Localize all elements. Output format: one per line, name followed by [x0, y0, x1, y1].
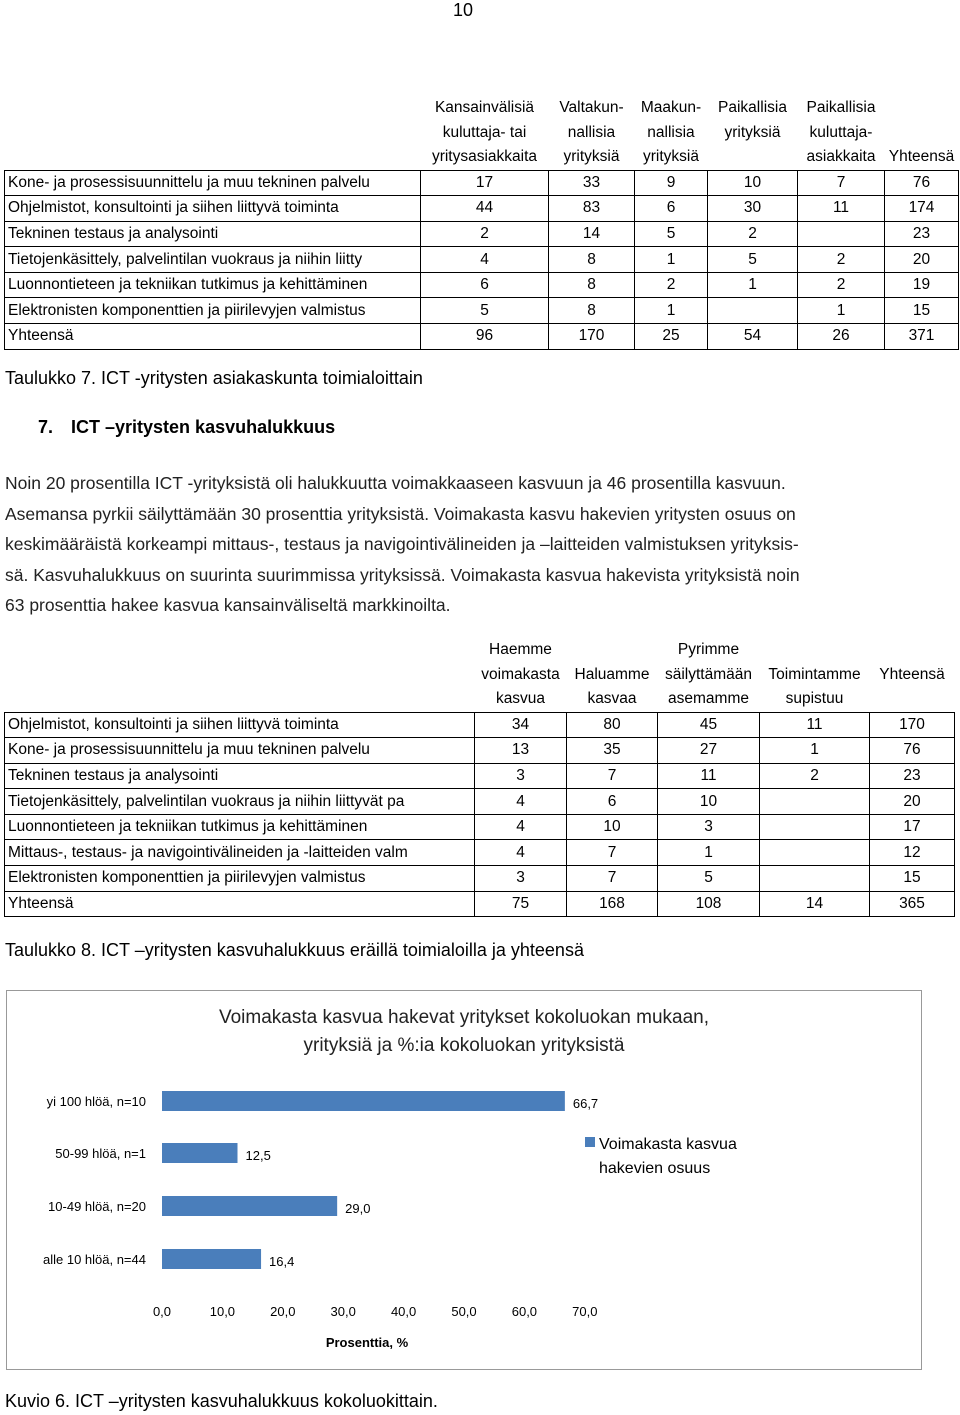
column-header-line: Maakun-: [640, 99, 702, 116]
row-label: Luonnontieteen ja tekniikan tutkimus ja kehittäminen: [5, 272, 421, 298]
column-header-line: Pyrimme: [677, 641, 740, 658]
table-cell: 23: [870, 763, 955, 789]
table-cell: 10: [708, 170, 798, 196]
column-header-line: yritysasiakkaita: [431, 148, 538, 165]
data-label: 16,4: [269, 1254, 295, 1269]
bar: [162, 1091, 565, 1111]
row-label: Luonnontieteen ja tekniikan tutkimus ja kehittäminen: [5, 814, 475, 840]
column-header-line: Toimintamme: [768, 665, 861, 683]
data-label: 66,7: [572, 1096, 599, 1111]
table-cell: [760, 814, 870, 840]
table-row: [5, 891, 955, 917]
column-header-line: [711, 145, 795, 170]
table-row: [5, 247, 959, 273]
x-tick-label: 30,0: [330, 1304, 356, 1319]
paragraph-line: Asemansa pyrkii säilyttämään 30 prosenttia yrityksistä. Voimakasta kasvu hakevien yritysten osuus on: [5, 503, 796, 524]
table-row: [5, 712, 955, 738]
table-cell: 44: [421, 196, 549, 222]
table-cell: 76: [885, 170, 959, 196]
table-cell: 3: [658, 814, 760, 840]
column-header-line: Haluamme: [574, 665, 650, 683]
data-label: 29,0: [345, 1201, 371, 1216]
table-cell: 17: [870, 814, 955, 840]
table-cell: [798, 221, 885, 247]
table-cell: 4: [475, 840, 567, 866]
table-row: [5, 272, 959, 298]
table-cell: 26: [798, 324, 885, 350]
table-cell: 8: [549, 272, 635, 298]
x-axis-label: Prosenttia, %: [325, 1335, 409, 1350]
table-cell: 15: [870, 866, 955, 892]
table-cell: 10: [658, 789, 760, 815]
column-header-line: yrityksiä: [724, 123, 781, 141]
page-number: 10: [453, 0, 474, 20]
table-cell: 80: [567, 712, 658, 738]
table-cell: 7: [567, 866, 658, 892]
table-cell: 11: [658, 763, 760, 789]
table-cell: 8: [549, 247, 635, 273]
column-header-line: Paikallisia: [718, 99, 787, 116]
column-header-line: nallisia: [567, 123, 616, 141]
table-cell: 30: [708, 196, 798, 222]
table-cell: 25: [635, 324, 708, 350]
table-cell: 20: [870, 789, 955, 815]
table-cell: 9: [635, 170, 708, 196]
table-cell: 1: [760, 738, 870, 764]
paragraph-line: 63 prosenttia hakee kasvua kansainväliseltä markkinoilta.: [5, 595, 451, 615]
legend-swatch: [585, 1137, 595, 1147]
table-row: [5, 814, 955, 840]
table-row: [5, 738, 955, 764]
table-cell: 108: [658, 891, 760, 917]
table-cell: 14: [760, 891, 870, 917]
column-header-line: Yhteensä: [879, 665, 945, 683]
column-header: [885, 96, 959, 170]
table-cell: 1: [798, 298, 885, 324]
section-heading: 7. ICT –yritysten kasvuhalukkuus: [38, 417, 336, 437]
row-label: Yhteensä: [5, 324, 421, 350]
row-label: Tietojenkäsittely, palvelintilan vuokraus ja niihin liitty: [5, 247, 421, 273]
row-label: Elektronisten komponenttien ja piirilevyjen valmistus: [5, 866, 475, 892]
table-cell: 4: [421, 247, 549, 273]
table-cell: 75: [475, 891, 567, 917]
row-label: Tekninen testaus ja analysointi: [5, 221, 421, 247]
data-label: 12,5: [245, 1148, 271, 1163]
column-header-line: yrityksiä: [563, 148, 620, 165]
table-header-row: [5, 638, 955, 712]
x-tick-label: 50,0: [451, 1304, 477, 1319]
x-tick-label: 20,0: [270, 1304, 296, 1319]
table-row: [5, 298, 959, 324]
column-header-line: [570, 638, 655, 663]
table-cell: 2: [760, 763, 870, 789]
table-cell: 2: [635, 272, 708, 298]
table-cell: 3: [475, 866, 567, 892]
column-header-line: yrityksiä: [643, 148, 699, 165]
bar: [162, 1143, 238, 1163]
column-header: [421, 96, 549, 170]
table-cell: 17: [421, 170, 549, 196]
table-row: [5, 324, 959, 350]
legend-label: hakevien osuus: [599, 1160, 711, 1177]
table-cell: 2: [421, 221, 549, 247]
column-header: [549, 96, 635, 170]
table-cell: 5: [658, 866, 760, 892]
table-cell: 15: [885, 298, 959, 324]
category-label: alle 10 hlöä, n=44: [42, 1252, 146, 1267]
table-cell: 20: [885, 247, 959, 273]
table-customer-base: [4, 96, 959, 350]
table-cell: 83: [549, 196, 635, 222]
column-header-line: [873, 638, 952, 663]
header-blank-cell: [5, 638, 475, 712]
column-header-line: kasvaa: [587, 690, 637, 707]
column-header: [658, 638, 760, 712]
column-header-line: Haemme: [489, 641, 552, 658]
column-header-line: Kansainvälisiä: [434, 99, 535, 116]
column-header: [760, 638, 870, 712]
table-cell: 19: [885, 272, 959, 298]
x-tick-label: 40,0: [390, 1304, 417, 1319]
bar-chart: [7, 991, 921, 1369]
table-row: [5, 840, 955, 866]
table-cell: 7: [567, 763, 658, 789]
row-label: Tietojenkäsittely, palvelintilan vuokraus ja niihin liittyvät pa: [5, 789, 475, 815]
table-growth-willingness: [4, 638, 955, 917]
column-header-line: voimakasta: [481, 665, 560, 683]
column-header-line: Paikallisia: [806, 99, 876, 116]
column-header-line: nallisia: [647, 123, 695, 141]
column-header-line: [763, 638, 867, 663]
table-row: [5, 170, 959, 196]
table-cell: [708, 298, 798, 324]
table-cell: 14: [549, 221, 635, 247]
column-header-line: kuluttaja- tai: [442, 123, 527, 141]
bar: [162, 1196, 337, 1216]
table-cell: 54: [708, 324, 798, 350]
table7-caption: Taulukko 7. ICT -yritysten asiakaskunta toimialoittain: [5, 368, 423, 388]
table-cell: 6: [567, 789, 658, 815]
column-header-line: kasvua: [495, 690, 546, 707]
table-cell: [760, 866, 870, 892]
row-label: Mittaus-, testaus- ja navigointivälineiden ja -laitteiden valm: [5, 840, 475, 866]
row-label: Ohjelmistot, konsultointi ja siihen liittyvä toiminta: [5, 712, 475, 738]
column-header: [635, 96, 708, 170]
x-tick-label: 0,0: [152, 1304, 172, 1319]
table-cell: 1: [635, 247, 708, 273]
table-row: [5, 196, 959, 222]
paragraph-line: sä. Kasvuhalukkuus on suurinta suurimmissa yrityksissä. Voimakasta kasvua hakevista yrityksistä noin: [5, 564, 800, 585]
table-cell: 12: [870, 840, 955, 866]
column-header-line: [888, 96, 956, 121]
column-header-line: Valtakun-: [559, 99, 624, 116]
x-tick-label: 70,0: [572, 1304, 598, 1319]
table-cell: 35: [567, 738, 658, 764]
table-cell: 2: [798, 247, 885, 273]
category-label: 50-99 hlöä, n=1: [55, 1146, 146, 1161]
table-cell: 2: [798, 272, 885, 298]
table-cell: 8: [549, 298, 635, 324]
table-cell: 170: [549, 324, 635, 350]
row-label: Tekninen testaus ja analysointi: [5, 763, 475, 789]
chart-title: yrityksiä ja %:ia kokoluokan yrityksistä: [303, 1035, 625, 1056]
table-cell: 6: [421, 272, 549, 298]
category-label: 10-49 hlöä, n=20: [48, 1199, 146, 1214]
column-header-line: säilyttämään: [664, 665, 752, 683]
table-cell: 3: [475, 763, 567, 789]
table-cell: 1: [658, 840, 760, 866]
legend-label: Voimakasta kasvua: [599, 1136, 737, 1153]
row-label: Elektronisten komponenttien ja piirilevyjen valmistus: [5, 298, 421, 324]
table-cell: 365: [870, 891, 955, 917]
table8-caption: Taulukko 8. ICT –yritysten kasvuhalukkuus eräillä toimialoilla ja yhteensä: [5, 940, 584, 960]
bar: [162, 1249, 261, 1269]
table-cell: [760, 789, 870, 815]
table-row: [5, 789, 955, 815]
table-cell: [760, 840, 870, 866]
table-row: [5, 221, 959, 247]
table-cell: 168: [567, 891, 658, 917]
row-label: Kone- ja prosessisuunnittelu ja muu tekninen palvelu: [5, 738, 475, 764]
table-cell: 33: [549, 170, 635, 196]
column-header-line: [888, 121, 956, 146]
chart-title: Voimakasta kasvua hakevat yritykset kokoluokan mukaan,: [218, 1007, 710, 1028]
column-header: [798, 96, 885, 170]
table-cell: 1: [635, 298, 708, 324]
table-cell: 4: [475, 789, 567, 815]
category-label: yi 100 hlöä, n=10: [46, 1094, 146, 1109]
table-cell: 371: [885, 324, 959, 350]
row-label: Ohjelmistot, konsultointi ja siihen liittyvä toiminta: [5, 196, 421, 222]
column-header-line: supistuu: [785, 690, 844, 707]
table-cell: 6: [635, 196, 708, 222]
header-blank-cell: [5, 96, 421, 170]
table-cell: 45: [658, 712, 760, 738]
x-tick-label: 10,0: [209, 1304, 236, 1319]
table-cell: 11: [760, 712, 870, 738]
table-row: [5, 866, 955, 892]
table-cell: 13: [475, 738, 567, 764]
table-cell: 5: [635, 221, 708, 247]
column-header-line: asiakkaita: [806, 148, 876, 165]
table-cell: 5: [421, 298, 549, 324]
column-header: [708, 96, 798, 170]
table-cell: 76: [870, 738, 955, 764]
column-header-line: [873, 687, 952, 712]
table-cell: 4: [475, 814, 567, 840]
column-header-line: Yhteensä: [888, 148, 955, 165]
table-cell: 170: [870, 712, 955, 738]
table-cell: 23: [885, 221, 959, 247]
column-header: [475, 638, 567, 712]
table-cell: 174: [885, 196, 959, 222]
paragraph-line: Noin 20 prosentilla ICT -yrityksistä oli halukkuutta voimakkaaseen kasvuun ja 46 prosentilla kasvuun.: [5, 473, 786, 493]
table-cell: 10: [567, 814, 658, 840]
table-cell: 11: [798, 196, 885, 222]
table-cell: 2: [708, 221, 798, 247]
table-header-row: [5, 96, 959, 170]
x-tick-label: 60,0: [511, 1304, 538, 1319]
table-row: [5, 763, 955, 789]
row-label: Kone- ja prosessisuunnittelu ja muu tekninen palvelu: [5, 170, 421, 196]
table-cell: 34: [475, 712, 567, 738]
column-header: [870, 638, 955, 712]
table-cell: 96: [421, 324, 549, 350]
paragraph-line: keskimääräistä korkeampi mittaus-, testaus ja navigointivälineiden ja –laitteiden valmistuksen yrityksis-: [5, 534, 799, 554]
figure-caption: Kuvio 6. ICT –yritysten kasvuhalukkuus kokoluokittain.: [5, 1391, 438, 1411]
column-header: [567, 638, 658, 712]
column-header-line: asemamme: [668, 690, 749, 707]
row-label: Yhteensä: [5, 891, 475, 917]
body-paragraph: [5, 468, 950, 621]
table-cell: 5: [708, 247, 798, 273]
chart-frame: [6, 990, 922, 1370]
table-cell: 7: [567, 840, 658, 866]
column-header-line: kuluttaja-: [809, 123, 873, 141]
table-cell: 27: [658, 738, 760, 764]
table-cell: 1: [708, 272, 798, 298]
table-cell: 7: [798, 170, 885, 196]
